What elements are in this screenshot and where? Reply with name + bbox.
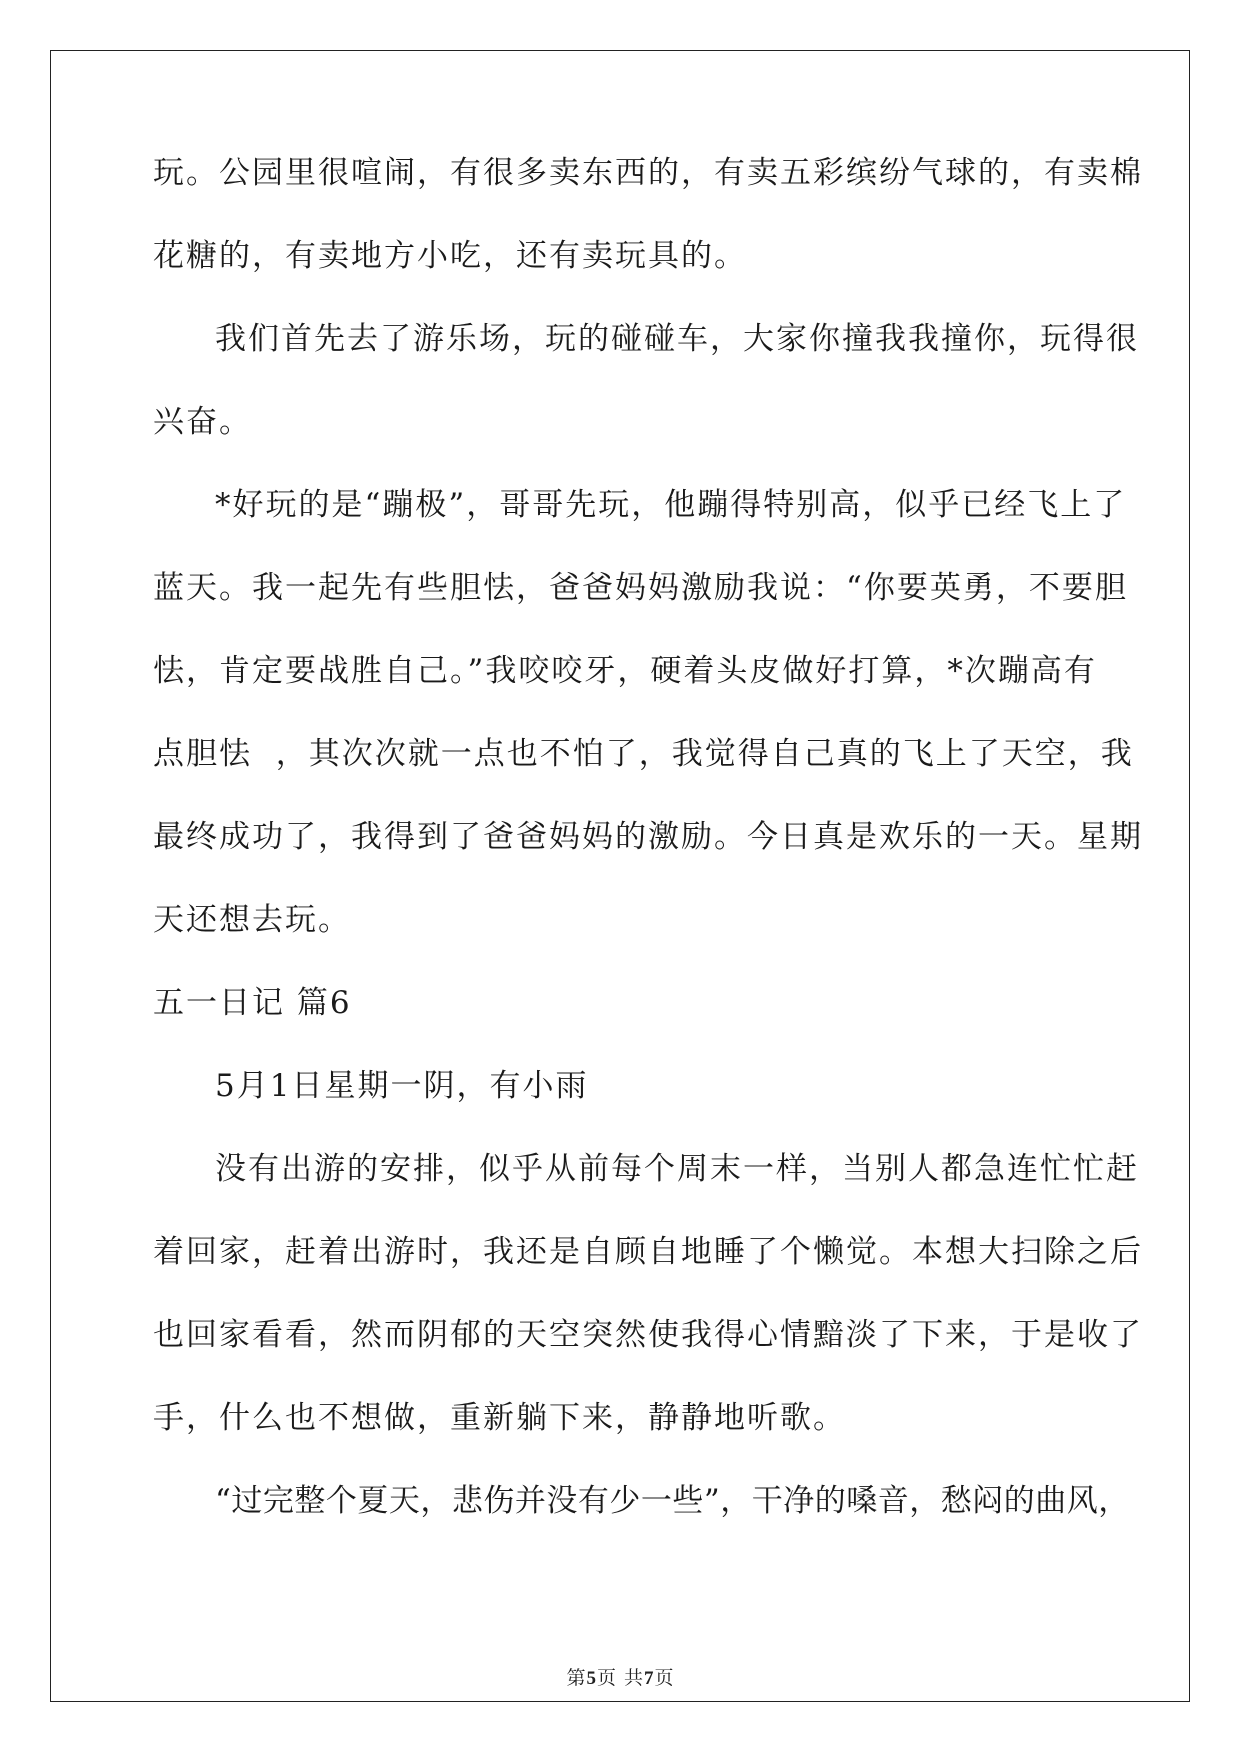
text-line-16: 手，什么也不想做，重新躺下来，静静地听歌。 [153,1400,846,1436]
page-suffix: 页 [654,1667,675,1689]
document-body [153,132,1143,1543]
section-heading: 五一日记 篇6 [153,985,352,1021]
text-line-8: 点胆怯 ，其次次就一点也不怕了，我觉得自己真的飞上了天空，我 [153,736,1134,772]
text-line-15: 也回家看看，然而阴郁的天空突然使我得心情黯淡了下来，于是收了 [153,1317,1143,1353]
text-line-17: “过完整个夏天，悲伤并没有少一些”，干净的嗓音，愁闷的曲风， [215,1483,1130,1519]
text-line-14: 着回家，赶着出游时，我还是自顾自地睡了个懒觉。本想大扫除之后 [153,1234,1143,1270]
text-line-13: 没有出游的安排，似乎从前每个周末一样，当别人都急连忙忙赶 [215,1151,1139,1187]
text-line-9: 最终成功了，我得到了爸爸妈妈的激励。今日真是欢乐的一天。星期 [153,819,1143,855]
text-line-6: 蓝天。我一起先有些胆怯，爸爸妈妈激励我说：“你要英勇，不要胆 [153,570,1128,606]
page-prefix: 第 [566,1667,587,1689]
page-footer [0,1663,1241,1690]
page-total: 7 [644,1668,655,1689]
page-current: 5 [586,1668,597,1689]
text-line-1: 玩。公园里很喧闹，有很多卖东西的，有卖五彩缤纷气球的，有卖棉 [153,155,1143,191]
text-line-10: 天还想去玩。 [153,902,351,938]
text-line-4: 兴奋。 [153,404,252,440]
page-mid: 页 共 [596,1667,645,1689]
text-line-3: 我们首先去了游乐场，玩的碰碰车，大家你撞我我撞你，玩得很 [215,321,1139,357]
date-weather-line: 5月1日星期一阴，有小雨 [215,1068,589,1104]
text-line-7: 怯，肯定要战胜自己。”我咬咬牙，硬着头皮做好打算，*次蹦高有 [153,653,1097,689]
text-line-2: 花糖的，有卖地方小吃，还有卖玩具的。 [153,238,747,274]
text-line-5: *好玩的是“蹦极”，哥哥先玩，他蹦得特别高，似乎已经飞上了 [215,487,1127,523]
